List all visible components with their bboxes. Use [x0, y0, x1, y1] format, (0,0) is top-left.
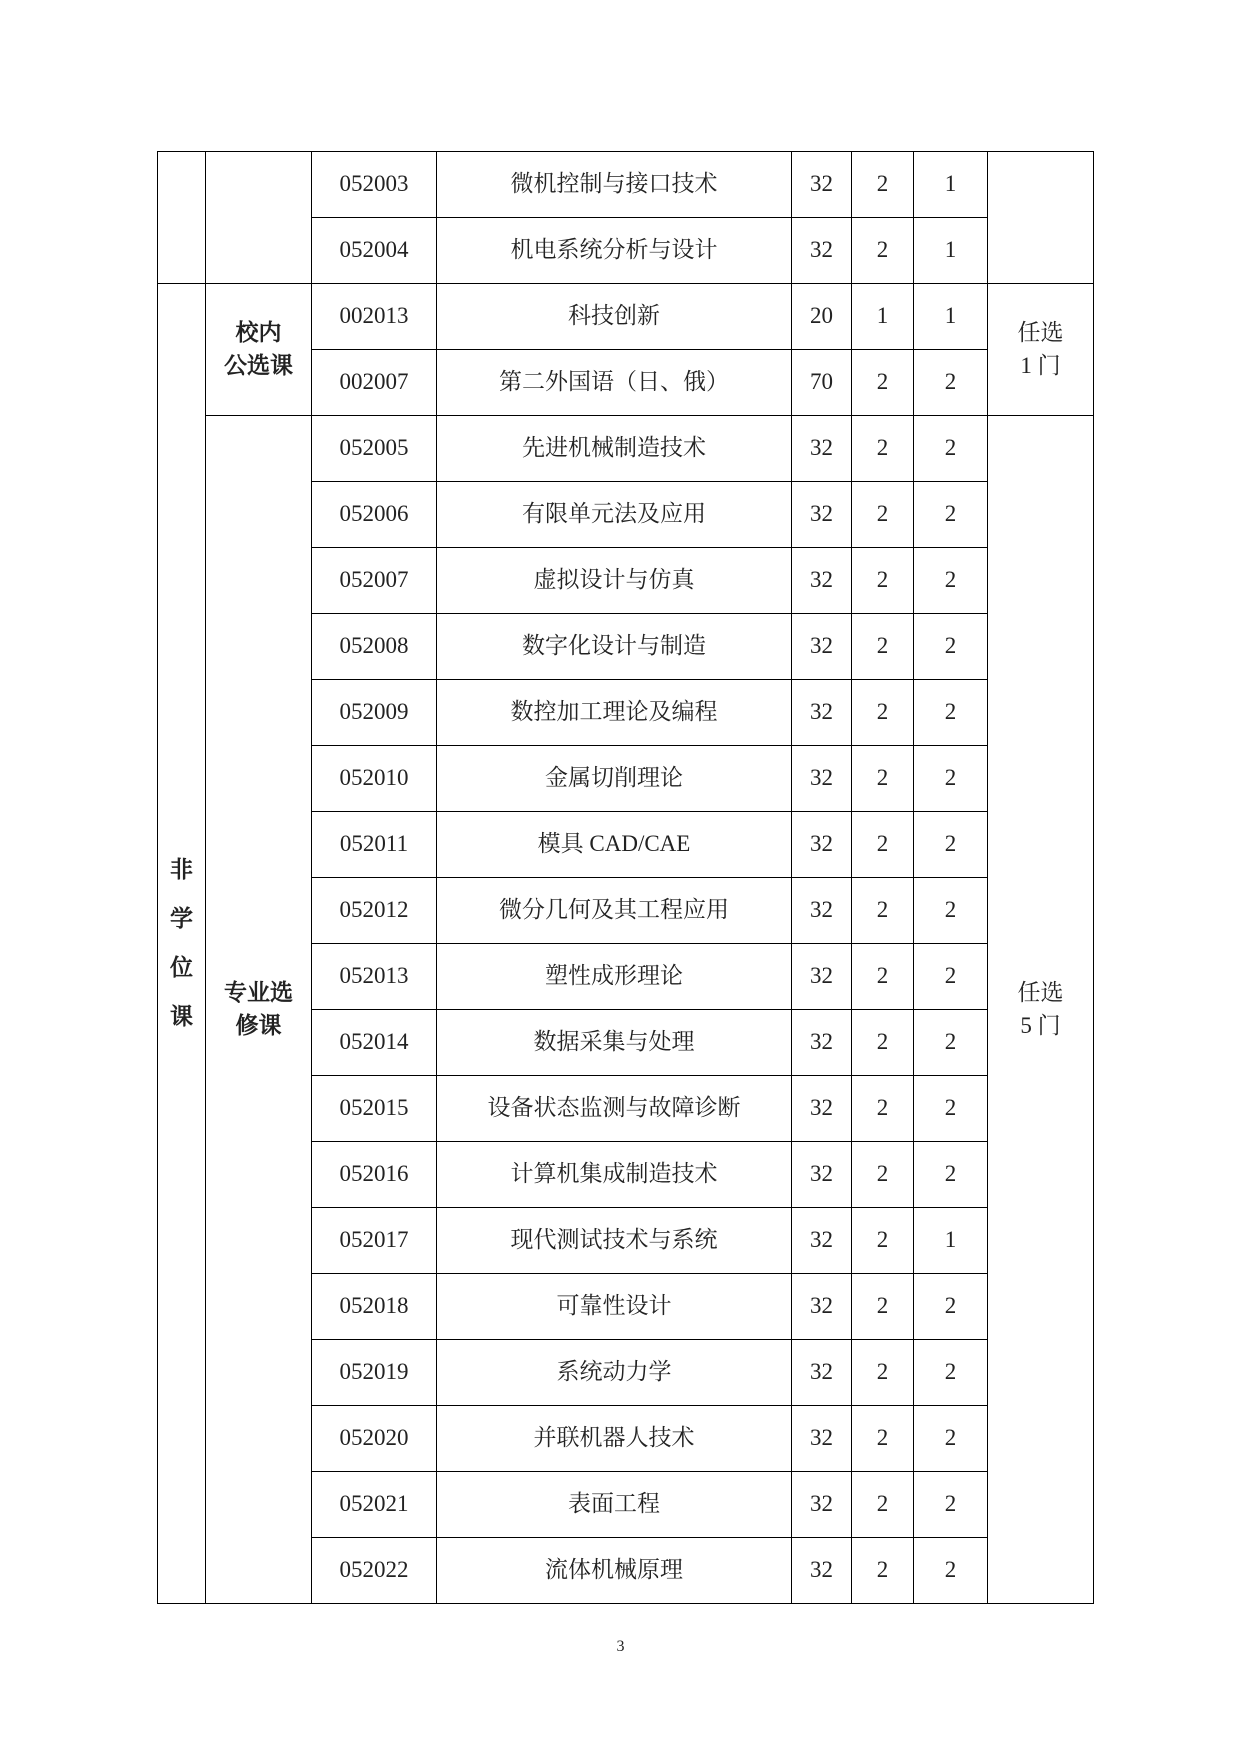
credits-cell: 2 [852, 1406, 914, 1472]
hours-cell: 32 [792, 1406, 852, 1472]
course-code-cell: 002007 [312, 350, 437, 416]
semester-cell: 2 [914, 746, 988, 812]
course-name-cell: 第二外国语（日、俄） [437, 350, 792, 416]
table-row [158, 284, 1094, 350]
semester-cell: 2 [914, 482, 988, 548]
credits-cell: 2 [852, 878, 914, 944]
credits-cell: 2 [852, 1010, 914, 1076]
credits-cell: 2 [852, 1142, 914, 1208]
course-name-cell: 数据采集与处理 [437, 1010, 792, 1076]
course-name-cell: 塑性成形理论 [437, 944, 792, 1010]
semester-cell: 1 [914, 152, 988, 218]
hours-cell: 32 [792, 1010, 852, 1076]
course-code-cell: 052005 [312, 416, 437, 482]
hours-cell: 32 [792, 482, 852, 548]
course-code-cell: 052016 [312, 1142, 437, 1208]
hours-cell: 20 [792, 284, 852, 350]
group-label-cell [158, 284, 206, 1604]
category-cell-continued [206, 152, 312, 284]
course-code-cell: 052012 [312, 878, 437, 944]
credits-cell: 1 [852, 284, 914, 350]
category-cell-public [206, 284, 312, 416]
hours-cell: 32 [792, 548, 852, 614]
course-name-cell: 现代测试技术与系统 [437, 1208, 792, 1274]
course-code-cell: 052017 [312, 1208, 437, 1274]
course-code-cell: 052011 [312, 812, 437, 878]
course-code-cell: 052020 [312, 1406, 437, 1472]
hours-cell: 32 [792, 416, 852, 482]
course-name-cell: 数字化设计与制造 [437, 614, 792, 680]
credits-cell: 2 [852, 1340, 914, 1406]
label-line: 修课 [235, 1012, 282, 1039]
credits-cell: 2 [852, 614, 914, 680]
hours-cell: 32 [792, 812, 852, 878]
course-table [157, 151, 1094, 1604]
hours-cell: 32 [792, 1274, 852, 1340]
credits-cell: 2 [852, 350, 914, 416]
semester-cell: 1 [914, 218, 988, 284]
credits-cell: 2 [852, 416, 914, 482]
course-name-cell: 机电系统分析与设计 [437, 218, 792, 284]
hours-cell: 32 [792, 746, 852, 812]
credits-cell: 2 [852, 1274, 914, 1340]
course-code-cell: 052009 [312, 680, 437, 746]
course-name-cell: 虚拟设计与仿真 [437, 548, 792, 614]
course-code-cell: 052014 [312, 1010, 437, 1076]
note-cell-continued [988, 152, 1094, 284]
course-code-cell: 052010 [312, 746, 437, 812]
hours-cell: 32 [792, 1142, 852, 1208]
course-code-cell: 052008 [312, 614, 437, 680]
course-name-cell: 设备状态监测与故障诊断 [437, 1076, 792, 1142]
hours-cell: 32 [792, 152, 852, 218]
course-code-cell: 052007 [312, 548, 437, 614]
hours-cell: 32 [792, 878, 852, 944]
course-code-cell: 052018 [312, 1274, 437, 1340]
label-line: 任选 [1017, 320, 1064, 346]
course-code-cell: 052022 [312, 1538, 437, 1604]
course-code-cell: 052006 [312, 482, 437, 548]
semester-cell: 2 [914, 1142, 988, 1208]
hours-cell: 32 [792, 944, 852, 1010]
note-cell-major [988, 416, 1094, 1604]
course-code-cell: 052015 [312, 1076, 437, 1142]
note-cell-public [988, 284, 1094, 416]
hours-cell: 32 [792, 680, 852, 746]
credits-cell: 2 [852, 812, 914, 878]
hours-cell: 32 [792, 218, 852, 284]
course-name-cell: 微机控制与接口技术 [437, 152, 792, 218]
course-code-cell: 052021 [312, 1472, 437, 1538]
label-line: 1 门 [1020, 352, 1061, 378]
course-name-cell: 可靠性设计 [437, 1274, 792, 1340]
course-name-cell: 并联机器人技术 [437, 1406, 792, 1472]
course-code-cell: 002013 [312, 284, 437, 350]
label-line: 5 门 [1020, 1012, 1061, 1038]
credits-cell: 2 [852, 746, 914, 812]
course-name-cell: 表面工程 [437, 1472, 792, 1538]
semester-cell: 2 [914, 1340, 988, 1406]
semester-cell: 2 [914, 680, 988, 746]
semester-cell: 2 [914, 416, 988, 482]
semester-cell: 1 [914, 284, 988, 350]
course-name-cell: 金属切削理论 [437, 746, 792, 812]
course-code-cell: 052013 [312, 944, 437, 1010]
semester-cell: 2 [914, 1010, 988, 1076]
credits-cell: 2 [852, 548, 914, 614]
credits-cell: 2 [852, 680, 914, 746]
credits-cell: 2 [852, 218, 914, 284]
course-name-cell: 计算机集成制造技术 [437, 1142, 792, 1208]
hours-cell: 32 [792, 1472, 852, 1538]
course-name-cell: 系统动力学 [437, 1340, 792, 1406]
hours-cell: 70 [792, 350, 852, 416]
table-row [158, 152, 1094, 218]
semester-cell: 2 [914, 878, 988, 944]
credits-cell: 2 [852, 1076, 914, 1142]
credits-cell: 2 [852, 1208, 914, 1274]
group-label-char: 学 [170, 905, 193, 932]
course-name-cell: 流体机械原理 [437, 1538, 792, 1604]
course-name-cell: 模具 CAD/CAE [437, 812, 792, 878]
credits-cell: 2 [852, 944, 914, 1010]
semester-cell: 2 [914, 812, 988, 878]
group-label-char: 位 [170, 954, 193, 981]
course-code-cell: 052004 [312, 218, 437, 284]
semester-cell: 2 [914, 614, 988, 680]
credits-cell: 2 [852, 152, 914, 218]
hours-cell: 32 [792, 614, 852, 680]
table-row [158, 416, 1094, 482]
page-number: 3 [616, 1638, 625, 1655]
category-cell-major [206, 416, 312, 1604]
course-code-cell: 052003 [312, 152, 437, 218]
credits-cell: 2 [852, 1538, 914, 1604]
label-line: 公选课 [224, 352, 293, 379]
credits-cell: 2 [852, 482, 914, 548]
course-name-cell: 先进机械制造技术 [437, 416, 792, 482]
semester-cell: 2 [914, 1274, 988, 1340]
semester-cell: 2 [914, 1406, 988, 1472]
hours-cell: 32 [792, 1538, 852, 1604]
semester-cell: 2 [914, 1538, 988, 1604]
label-line: 专业选 [224, 980, 293, 1007]
group-label-char: 课 [170, 1003, 193, 1030]
hours-cell: 32 [792, 1340, 852, 1406]
credits-cell: 2 [852, 1472, 914, 1538]
course-code-cell: 052019 [312, 1340, 437, 1406]
course-name-cell: 数控加工理论及编程 [437, 680, 792, 746]
hours-cell: 32 [792, 1076, 852, 1142]
course-name-cell: 科技创新 [437, 284, 792, 350]
semester-cell: 2 [914, 1076, 988, 1142]
semester-cell: 2 [914, 350, 988, 416]
label-line: 任选 [1017, 980, 1064, 1006]
group-label-char: 非 [170, 856, 193, 883]
semester-cell: 2 [914, 1472, 988, 1538]
semester-cell: 1 [914, 1208, 988, 1274]
hours-cell: 32 [792, 1208, 852, 1274]
semester-cell: 2 [914, 548, 988, 614]
semester-cell: 2 [914, 944, 988, 1010]
group-cell-continued [158, 152, 206, 284]
course-name-cell: 微分几何及其工程应用 [437, 878, 792, 944]
label-line: 校内 [235, 320, 282, 347]
course-name-cell: 有限单元法及应用 [437, 482, 792, 548]
